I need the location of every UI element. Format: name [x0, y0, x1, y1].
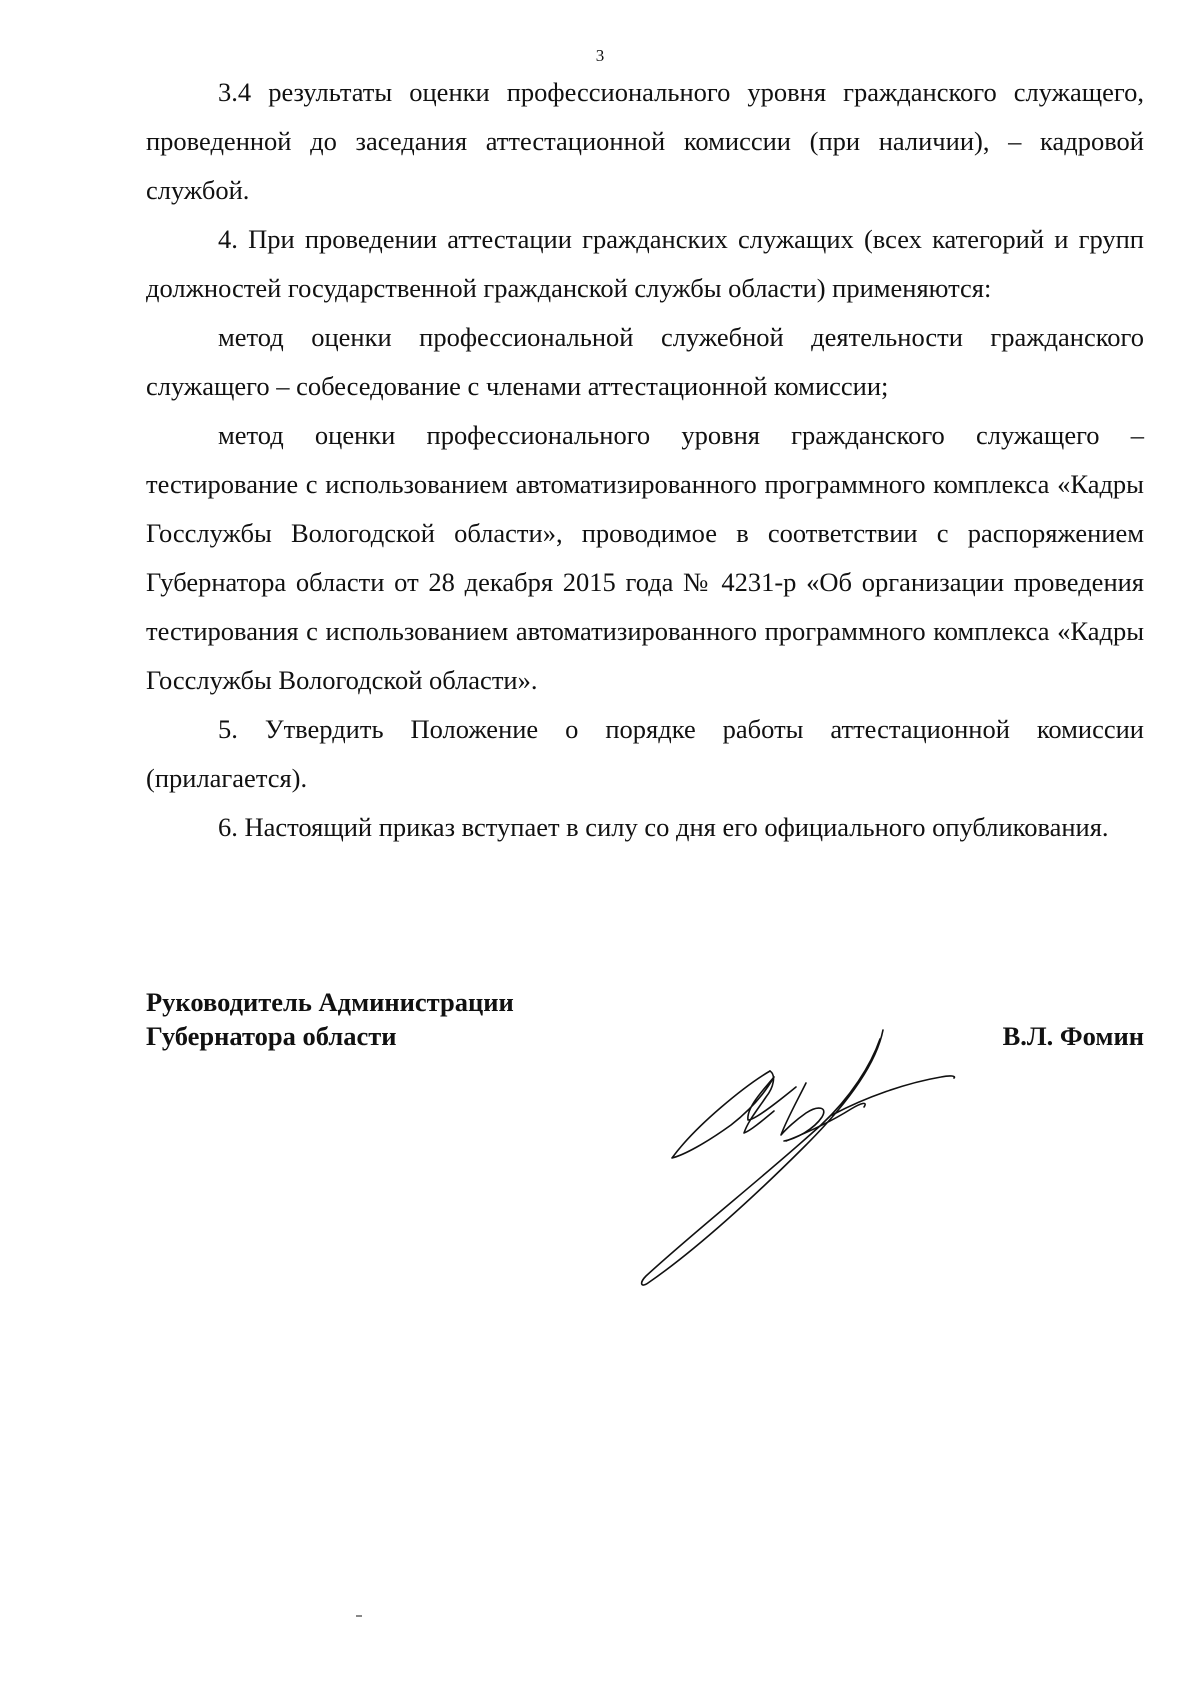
page-number: 3	[595, 46, 605, 65]
paragraph-6: 6. Настоящий приказ вступает в силу со дня его официального опубликования.	[218, 812, 1109, 842]
paragraph-3-4: 3.4 результаты оценки профессионального уровня гражданского служащего, проведенной до заседания аттестационной комиссии (при наличии), – кадровой службой.	[146, 77, 1144, 205]
signatory-name: В.Л. Фомин	[1002, 1021, 1144, 1051]
scan-mark	[356, 1615, 362, 1617]
paragraph-method-2: метод оценки профессионального уровня гражданского служащего – тестирование с использованием автоматизированного программного комплекса «Кадры Госслужбы Вологодской области», проводимое в соответствии с распоряжением Губернатора области от 28 декабря 2015 года № 4231-р «Об организации проведения тестирования с использованием автоматизированного программного комплекса «Кадры Госслужбы Вологодской области».	[146, 420, 1144, 695]
signatory-title-line-1: Руководитель Администрации	[146, 987, 514, 1017]
document-body	[146, 68, 1144, 852]
handwritten-signature	[636, 1025, 1036, 1325]
paragraph-5: 5. Утвердить Положение о порядке работы аттестационной комиссии (прилагается).	[146, 714, 1144, 793]
signatory-title	[146, 985, 514, 1053]
paragraph-4: 4. При проведении аттестации гражданских служащих (всех категорий и групп должностей государственной гражданской службы области) применяются:	[146, 224, 1144, 303]
paragraph-method-1: метод оценки профессиональной служебной деятельности гражданского служащего – собеседование с членами аттестационной комиссии;	[146, 322, 1144, 401]
signatory-title-line-2: Губернатора области	[146, 1021, 397, 1051]
signature-block	[146, 985, 1144, 1325]
